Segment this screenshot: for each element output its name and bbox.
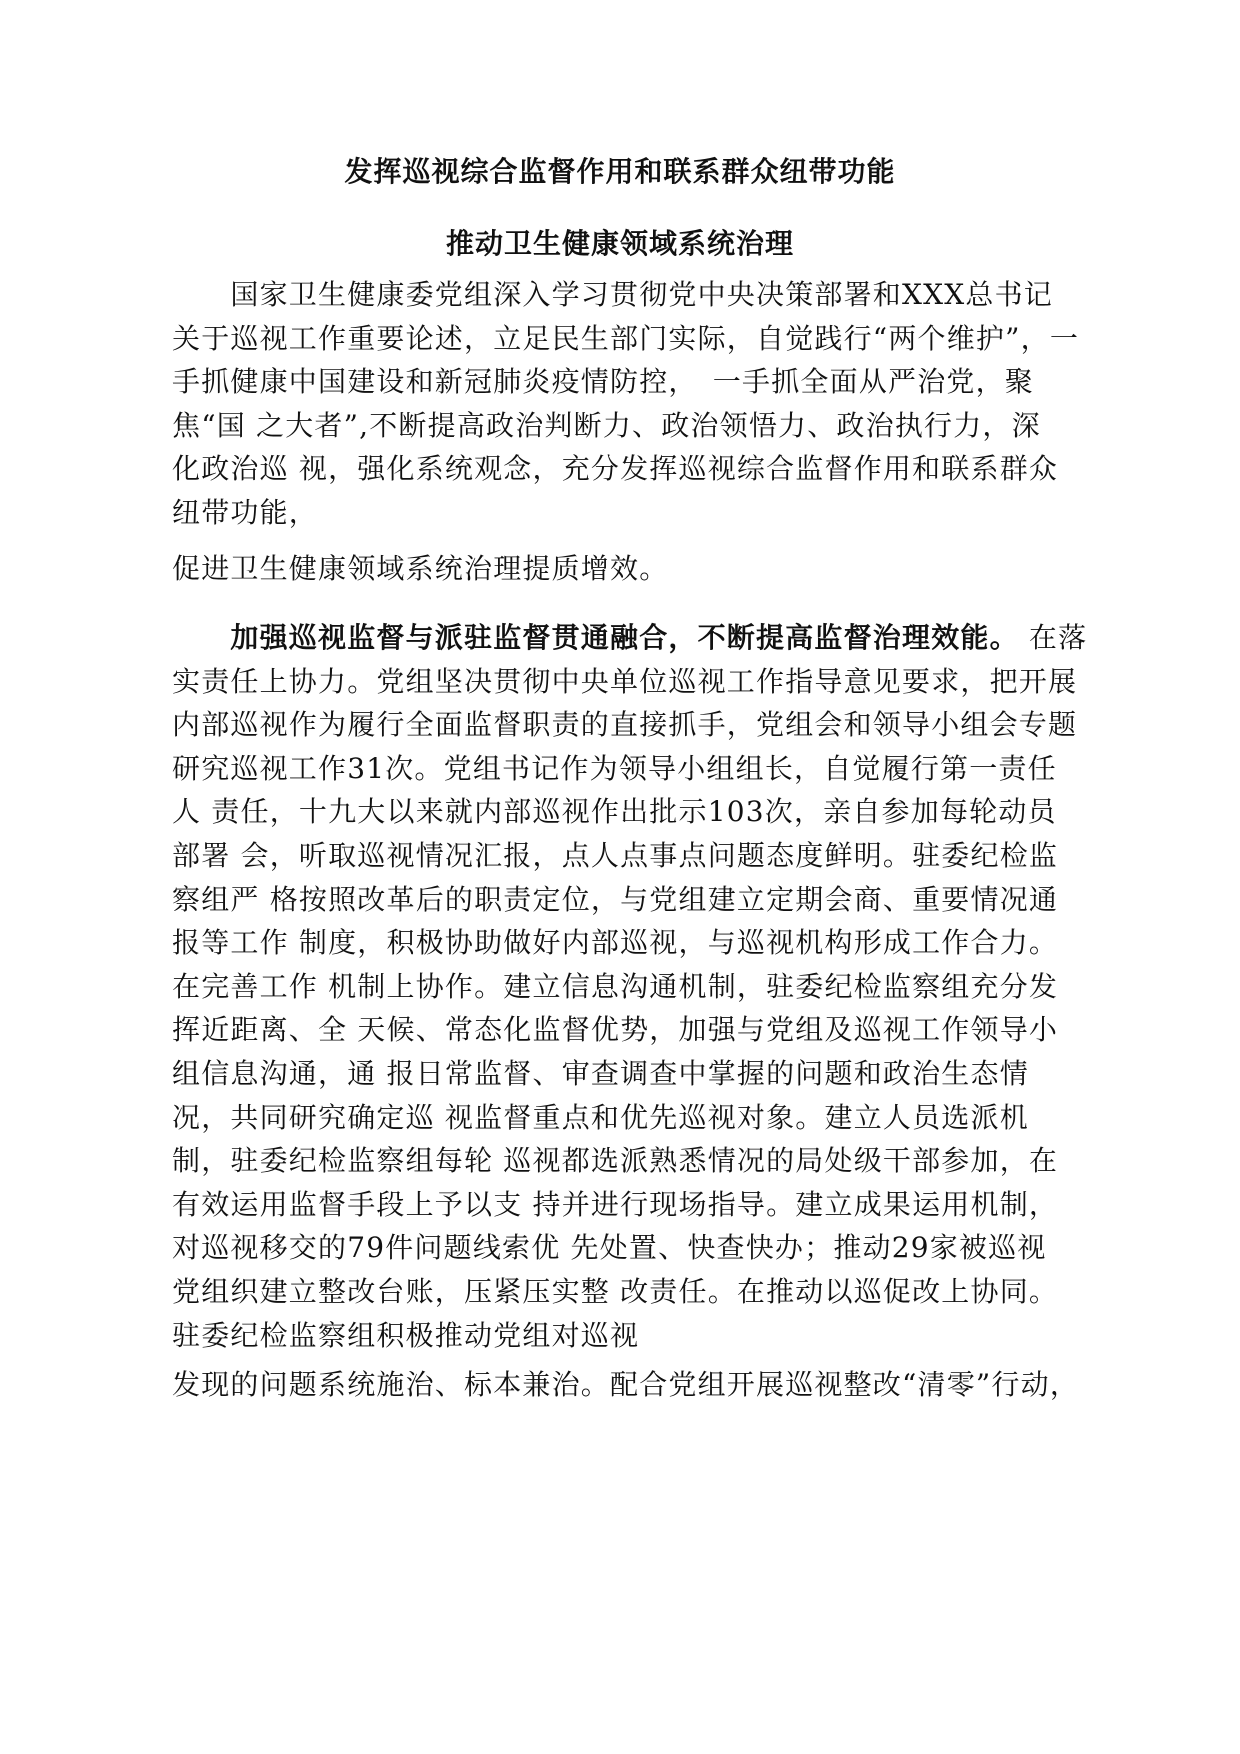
text-line: 部署 会，听取巡视情况汇报，点人点事点问题态度鲜明。驻委纪检监 (172, 838, 1059, 872)
text-line: 研究巡视工作31次。党组书记作为领导小组组长，自觉履行第一责任 (172, 751, 1057, 785)
text-line: 组信息沟通，通 报日常监督、审查调查中掌握的问题和政治生态情 (172, 1056, 1029, 1090)
text-line: 关于巡视工作重要论述，立足民生部门实际，自觉践行“两个维护”，一 (172, 321, 1080, 355)
text-line: 实责任上协力。党组坚决贯彻中央单位巡视工作指导意见要求，把开展 (172, 664, 1078, 698)
text-line: 党组织建立整改台账，压紧压实整 改责任。在推动以巡促改上协同。 (172, 1274, 1059, 1308)
paragraph-lead-tail: 在落 (1018, 621, 1088, 654)
text-line: 况，共同研究确定巡 视监督重点和优先巡视对象。建立人员选派机 (172, 1100, 1029, 1134)
paragraph-intro (172, 273, 1082, 535)
text-line: 发现的问题系统施治、标本兼治。配合党组开展巡视整改“清零”行动， (172, 1368, 1080, 1401)
document-title-line-2: 推动卫生健康领域系统治理 (445, 227, 794, 260)
text-line: 化政治巡 视，强化系统观念，充分发挥巡视综合监督作用和联系群众 (172, 452, 1059, 486)
text-line: 在完善工作 机制上协作。建立信息沟通机制，驻委纪检监察组充分发 (172, 969, 1059, 1003)
text-line: 报等工作 制度，积极协助做好内部巡视，与巡视机构形成工作合力。 (172, 926, 1059, 960)
text-line: 手抓健康中国建设和新冠肺炎疫情防控， 一手抓全面从严治党，聚 (172, 365, 1035, 399)
paragraph-lead-sentence: 加强巡视监督与派驻监督贯通融合，不断提高监督治理效能。 (172, 621, 1019, 654)
text-line: 对巡视移交的79件问题线索优 先处置、快查快办；推动29家被巡视 (172, 1231, 1047, 1265)
text-line: 纽带功能， (172, 495, 319, 529)
paragraph-summary (172, 547, 1082, 591)
text-line (172, 616, 1088, 660)
text-line: 内部巡视作为履行全面监督职责的直接抓手，党组会和领导小组会专题 (172, 708, 1078, 742)
text-line: 制，驻委纪检监察组每轮 巡视都选派熟悉情况的局处级干部参加，在 (172, 1144, 1059, 1178)
document-title-line-1: 发挥巡视综合监督作用和联系群众纽带功能 (344, 155, 896, 188)
text-line: 驻委纪检监察组积极推动党组对巡视 (172, 1318, 640, 1352)
text-line: 国家卫生健康委党组深入学习贯彻党中央决策部署和XXX总书记 (172, 278, 1054, 311)
text-line: 有效运用监督手段上予以支 持并进行现场指导。建立成果运用机制， (172, 1187, 1059, 1221)
text-line: 挥近距离、全 天候、常态化监督优势，加强与党组及巡视工作领导小 (172, 1013, 1059, 1047)
paragraph-continuation (172, 1363, 1082, 1407)
text-line: 促进卫生健康领域系统治理提质增效。 (172, 552, 669, 585)
text-line: 人 责任，十九大以来就内部巡视作出批示103次，亲自参加每轮动员 (172, 795, 1057, 829)
text-line: 察组严 格按照改革后的职责定位，与党组建立定期会商、重要情况通 (172, 882, 1059, 916)
text-line: 焦“国 之大者”,不断提高政治判断力、政治领悟力、政治执行力，深 (172, 408, 1041, 442)
paragraph-supervision (172, 616, 1088, 1357)
